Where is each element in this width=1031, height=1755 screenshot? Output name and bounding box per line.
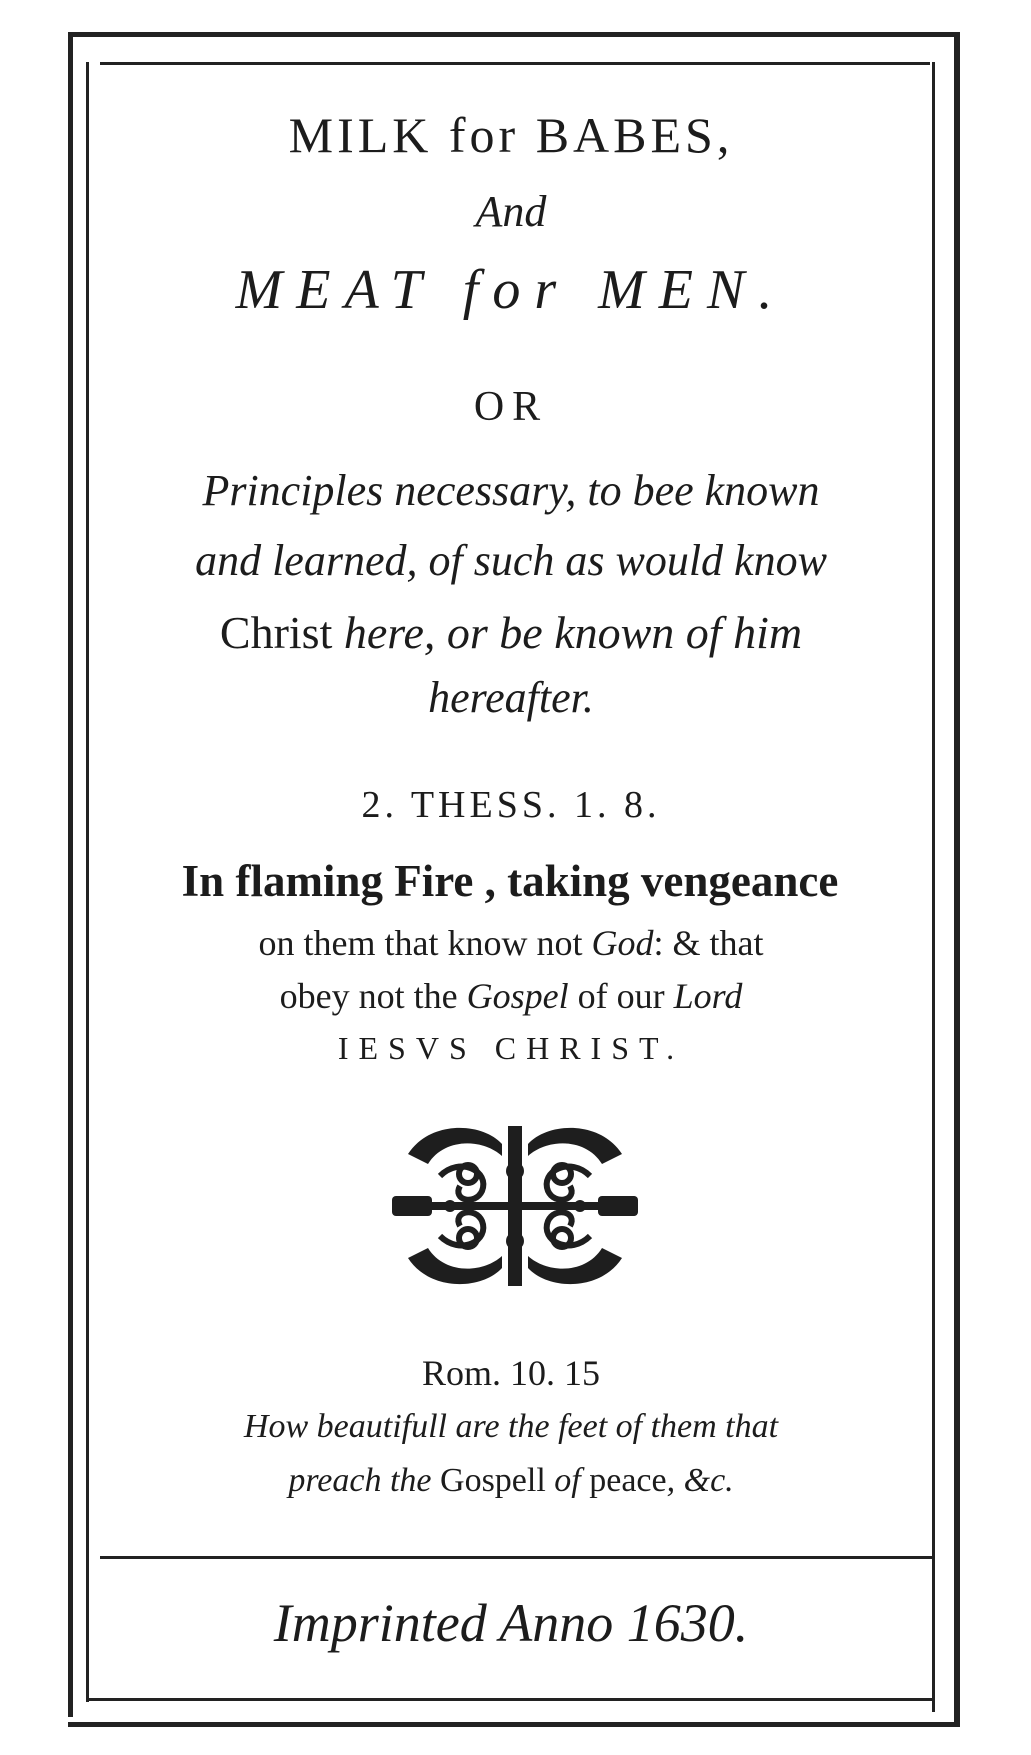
subtitle-line-3-italic: here, or be known of him	[332, 607, 803, 658]
title-line-milk-for-babes: MILK for BABES,	[288, 107, 734, 163]
verse-line-2-b: : & that	[653, 923, 764, 963]
quote-line-2-c: , &c.	[666, 1462, 734, 1499]
frame-rule-bottom-inner	[86, 1698, 934, 1701]
subtitle-line-4: hereafter.	[428, 673, 594, 722]
frame-rule-left-outer	[68, 32, 73, 1717]
title-line-and: And	[475, 187, 547, 236]
quote-line-1: How beautifull are the feet of them that	[243, 1408, 779, 1445]
quote-gospell: Gospell	[440, 1462, 546, 1499]
frame-rule-top-outer	[68, 32, 958, 37]
quote-line-2	[90, 1460, 932, 1500]
verse-line-3-b: of our	[568, 976, 674, 1016]
subtitle-line-3	[90, 605, 932, 659]
verse-line-3-a: obey not the	[279, 976, 467, 1016]
frame-rule-top-inner	[100, 62, 930, 65]
imprint-line: Imprinted Anno 1630.	[273, 1593, 749, 1653]
frame-rule-bottom-outer	[68, 1722, 960, 1727]
subtitle-line-1: Principles necessary, to bee known	[202, 466, 820, 515]
title-line-meat-for-men: MEAT for MEN.	[235, 259, 787, 321]
verse-reference: 2. THESS. 1. 8.	[361, 784, 661, 826]
verse-god: God	[591, 923, 654, 963]
verse-line-1: In flaming Fire , taking vengeance	[181, 856, 839, 906]
quote-peace: peace	[589, 1462, 667, 1499]
verse-line-2-a: on them that know not	[258, 923, 592, 963]
quote-reference: Rom. 10. 15	[421, 1353, 600, 1393]
subtitle-christ: Christ	[219, 607, 333, 658]
frame-rule-left-inner	[86, 62, 89, 1702]
frame-rule-right-outer	[954, 32, 960, 1727]
printers-flower-ornament-icon	[390, 1116, 640, 1296]
title-line-or: OR	[473, 384, 549, 430]
quote-line-2-b: of	[545, 1462, 590, 1499]
subtitle-line-2: and learned, of such as would know	[195, 536, 827, 585]
verse-lord: Lord	[673, 976, 743, 1016]
verse-line-4-iesvs-christ: IESVS CHRIST.	[337, 1030, 685, 1066]
frame-rule-right-inner	[932, 62, 935, 1712]
imprint-divider-rule	[100, 1556, 935, 1559]
quote-line-2-a: preach the	[288, 1462, 441, 1499]
verse-line-2	[90, 922, 932, 964]
verse-gospel: Gospel	[466, 976, 569, 1016]
verse-line-3	[90, 975, 932, 1017]
